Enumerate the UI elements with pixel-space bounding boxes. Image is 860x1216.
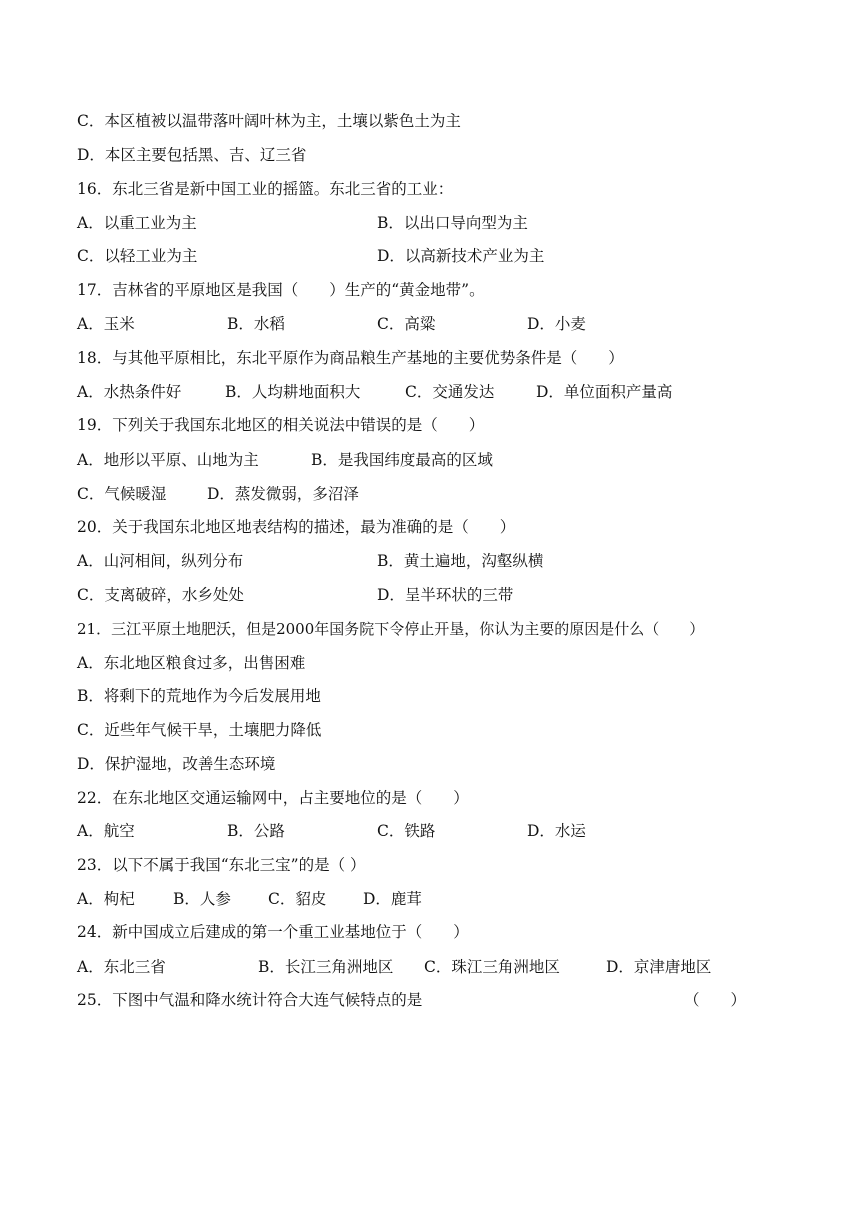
option-line xyxy=(363,889,422,909)
option-line xyxy=(77,889,135,909)
option-line xyxy=(173,889,231,909)
question-17 xyxy=(77,280,485,300)
question-text: 19．下列关于我国东北地区的相关说法中错误的是（ ） xyxy=(77,416,485,434)
option-text: B．黄土遍地，沟壑纵横 xyxy=(377,552,544,570)
option-text: D．京津唐地区 xyxy=(606,958,712,976)
option-text: C．铁路 xyxy=(377,822,436,840)
option-line xyxy=(77,246,197,266)
option-line xyxy=(77,754,275,774)
option-text: B．长江三角洲地区 xyxy=(258,958,394,976)
option-text: B．是我国纬度最高的区域 xyxy=(311,451,493,469)
option-text: A．山河相间，纵列分布 xyxy=(77,552,244,570)
option-text: D．蒸发微弱，多沼泽 xyxy=(207,485,359,503)
question-text: 17．吉林省的平原地区是我国（ ）生产的“黄金地带”。 xyxy=(77,281,485,299)
option-line xyxy=(77,821,135,841)
option-line xyxy=(77,450,259,470)
question-22 xyxy=(77,788,469,808)
option-text: A．以重工业为主 xyxy=(77,214,197,232)
option-line xyxy=(377,821,435,841)
option-text: A．东北三省 xyxy=(77,958,166,976)
question-text: 21．三江平原土地肥沃，但是2000年国务院下令停止开垦，你认为主要的原因是什么（ ） xyxy=(77,620,705,638)
question-text: 25．下图中气温和降水统计符合大连气候特点的是 xyxy=(77,991,423,1009)
option-text: B．人均耕地面积大 xyxy=(225,383,361,401)
question-text: 16．东北三省是新中国工业的摇篮。东北三省的工业： xyxy=(77,180,454,198)
option-line xyxy=(77,957,166,977)
option-line xyxy=(77,213,197,233)
option-line xyxy=(377,551,543,571)
question-16 xyxy=(77,179,453,199)
question-text: 23．以下不属于我国“东北三宝”的是（ ） xyxy=(77,856,366,874)
option-line xyxy=(377,246,544,266)
option-text: A．地形以平原、山地为主 xyxy=(77,451,259,469)
option-text: C．以轻工业为主 xyxy=(77,247,198,265)
option-line xyxy=(77,484,166,504)
option-text: A．航空 xyxy=(77,822,135,840)
option-text: D．以高新技术产业为主 xyxy=(377,247,545,265)
option-text: D．鹿茸 xyxy=(363,890,422,908)
option-text: C．支离破碎，水乡处处 xyxy=(77,586,244,604)
option-line xyxy=(377,213,528,233)
option-text: B．以出口导向型为主 xyxy=(377,214,528,232)
option-line xyxy=(227,821,285,841)
option-line xyxy=(268,889,326,909)
option-text: A．水热条件好 xyxy=(77,383,182,401)
option-line xyxy=(77,720,321,740)
option-line xyxy=(77,585,244,605)
option-text: B．水稻 xyxy=(227,315,285,333)
option-text: C．珠江三角洲地区 xyxy=(424,958,560,976)
question-text: 22．在东北地区交通运输网中，占主要地位的是（ ） xyxy=(77,789,469,807)
option-text: C．高粱 xyxy=(377,315,436,333)
option-line xyxy=(77,551,243,571)
option-text: B．将剩下的荒地作为今后发展用地 xyxy=(77,687,321,705)
option-line xyxy=(377,585,513,605)
option-text: C．交通发达 xyxy=(405,383,495,401)
question-25 xyxy=(77,990,422,1010)
option-text: D．水运 xyxy=(527,822,586,840)
option-text: C．近些年气候干旱，土壤肥力降低 xyxy=(77,721,322,739)
option-line xyxy=(77,653,305,673)
question-text: 24．新中国成立后建成的第一个重工业基地位于（ ） xyxy=(77,923,469,941)
answer-bracket xyxy=(684,990,746,1010)
option-text: C．本区植被以温带落叶阔叶林为主，土壤以紫色土为主 xyxy=(77,112,461,130)
option-text: A．东北地区粮食过多，出售困难 xyxy=(77,654,306,672)
question-24 xyxy=(77,922,469,942)
question-19 xyxy=(77,415,484,435)
option-line xyxy=(606,957,711,977)
option-line xyxy=(77,314,135,334)
option-text: A．枸杞 xyxy=(77,890,135,908)
question-20 xyxy=(77,517,515,537)
answer-bracket-text: （ ） xyxy=(684,991,747,1009)
question-text: 18．与其他平原相比，东北平原作为商品粮生产基地的主要优势条件是（ ） xyxy=(77,349,624,367)
option-text: B．公路 xyxy=(227,822,285,840)
option-text: D．小麦 xyxy=(527,315,586,333)
option-text: D．呈半环状的三带 xyxy=(377,586,514,604)
option-line xyxy=(225,382,360,402)
option-text: C．气候暖湿 xyxy=(77,485,167,503)
question-18 xyxy=(77,348,624,368)
option-line xyxy=(311,450,493,470)
option-line xyxy=(77,145,306,165)
option-line xyxy=(527,314,586,334)
option-line xyxy=(77,111,461,131)
option-line xyxy=(77,686,321,706)
question-text: 20．关于我国东北地区地表结构的描述，最为准确的是（ ） xyxy=(77,518,516,536)
option-line xyxy=(405,382,494,402)
option-line xyxy=(77,382,181,402)
option-text: C．貂皮 xyxy=(268,890,327,908)
option-text: D．保护湿地，改善生态环境 xyxy=(77,755,276,773)
option-line xyxy=(207,484,359,504)
question-23 xyxy=(77,855,366,875)
option-text: B．人参 xyxy=(173,890,231,908)
option-line xyxy=(377,314,435,334)
option-line xyxy=(527,821,586,841)
question-21 xyxy=(77,619,704,639)
option-line xyxy=(536,382,672,402)
option-line xyxy=(424,957,560,977)
option-text: A．玉米 xyxy=(77,315,135,333)
option-text: D．单位面积产量高 xyxy=(536,383,673,401)
option-line xyxy=(227,314,285,334)
option-line xyxy=(258,957,393,977)
option-text: D．本区主要包括黑、吉、辽三省 xyxy=(77,146,307,164)
